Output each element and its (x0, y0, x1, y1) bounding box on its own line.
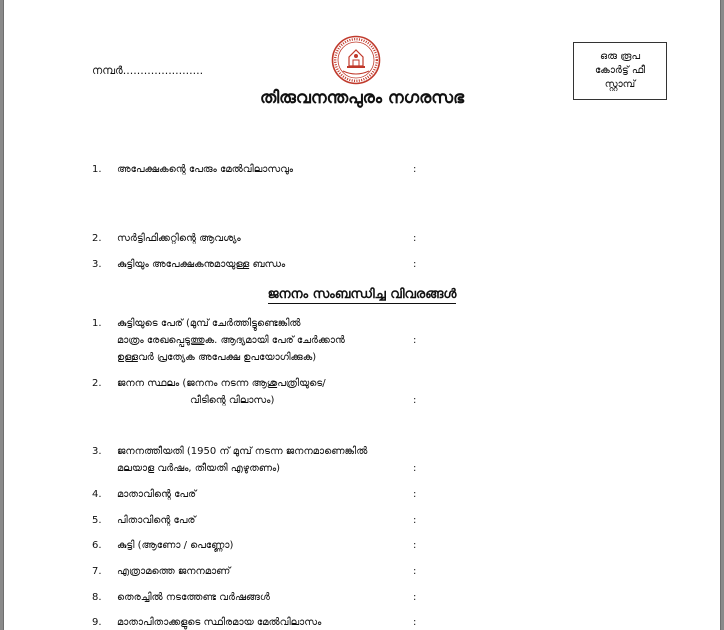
item-number: 3. (92, 446, 102, 457)
stamp-line-2: കോർട്ട് ഫീ (594, 65, 646, 76)
item-label: തെരച്ചിൽ നടത്തേണ്ട വർഷങ്ങൾ (117, 592, 270, 603)
item-label-line: കുട്ടിയുടെ പേര് (മുമ്പ് ചേർത്തിട്ടുണ്ടെങ്കിൽ (117, 318, 301, 329)
item-colon: : (413, 164, 417, 175)
item-label-line: മാത്രം രേഖപ്പെടുത്തുക. ആദ്യമായി പേര് ചേർക്കാൻ (117, 335, 345, 346)
item-label: മാതാവിന്റെ പേര് (117, 489, 197, 500)
stamp-line-1: ഒരു രൂപ (600, 51, 640, 62)
document-page (3, 0, 721, 630)
item-colon: : (413, 540, 417, 551)
item-colon: : (413, 515, 417, 526)
item-label-line: മലയാള വർഷം, തീയതി എഴുതണം) (117, 463, 281, 474)
item-colon: : (413, 233, 417, 244)
item-colon: : (413, 489, 417, 500)
item-label: അപേക്ഷകന്റെ പേരും മേൽവിലാസവും (117, 164, 294, 175)
page-title: തിരുവനന്തപുരം നഗരസഭ (259, 88, 465, 108)
item-colon: : (413, 259, 417, 270)
item-colon: : (413, 335, 417, 346)
item-label: കുട്ടി (ആണോ / പെണ്ണോ) (117, 540, 234, 551)
item-number: 6. (92, 540, 102, 551)
item-colon: : (413, 592, 417, 603)
item-number: 3. (92, 259, 102, 270)
item-label: മാതാപിതാക്കളുടെ സ്ഥിരമായ മേൽവിലാസം (117, 617, 322, 628)
item-label-line: ജനനത്തീയതി (1950 ന് മുമ്പ് നടന്ന ജനനമാണെങ്കിൽ (117, 446, 368, 457)
item-label: എത്രാമത്തെ ജനനമാണ് (117, 566, 231, 577)
municipal-seal-icon (331, 35, 381, 85)
item-number: 7. (92, 566, 102, 577)
item-number: 5. (92, 515, 102, 526)
item-label-line: ജനന സ്ഥലം (ജനനം നടന്ന ആശുപത്രിയുടെ/ (117, 378, 326, 389)
item-number: 2. (92, 233, 102, 244)
item-colon: : (413, 463, 417, 474)
stamp-line-3: സ്റ്റാമ്പ് (604, 79, 636, 90)
section-heading-text: ജനനം സംബന്ധിച്ച വിവരങ്ങൾ (267, 287, 457, 302)
item-number: 1. (92, 318, 102, 329)
item-colon: : (413, 395, 417, 406)
item-number: 2. (92, 378, 102, 389)
item-colon: : (413, 617, 417, 628)
item-number: 9. (92, 617, 102, 628)
item-number: 4. (92, 489, 102, 500)
item-colon: : (413, 566, 417, 577)
item-number: 8. (92, 592, 102, 603)
item-number: 1. (92, 164, 102, 175)
item-label: കുട്ടിയും അപേക്ഷകനുമായുള്ള ബന്ധം (117, 259, 286, 270)
item-label-line: വീടിന്റെ വിലാസം) (190, 395, 275, 406)
section-heading (4, 283, 720, 302)
item-label: പിതാവിന്റെ പേര് (117, 515, 196, 526)
item-label: സർട്ടിഫിക്കറ്റിന്റെ ആവശ്യം (117, 233, 241, 244)
number-field: നമ്പർ....................... (92, 64, 204, 77)
item-label-line: ഉള്ളവർ പ്രത്യേക അപേക്ഷ ഉപയോഗിക്കുക) (117, 352, 317, 363)
